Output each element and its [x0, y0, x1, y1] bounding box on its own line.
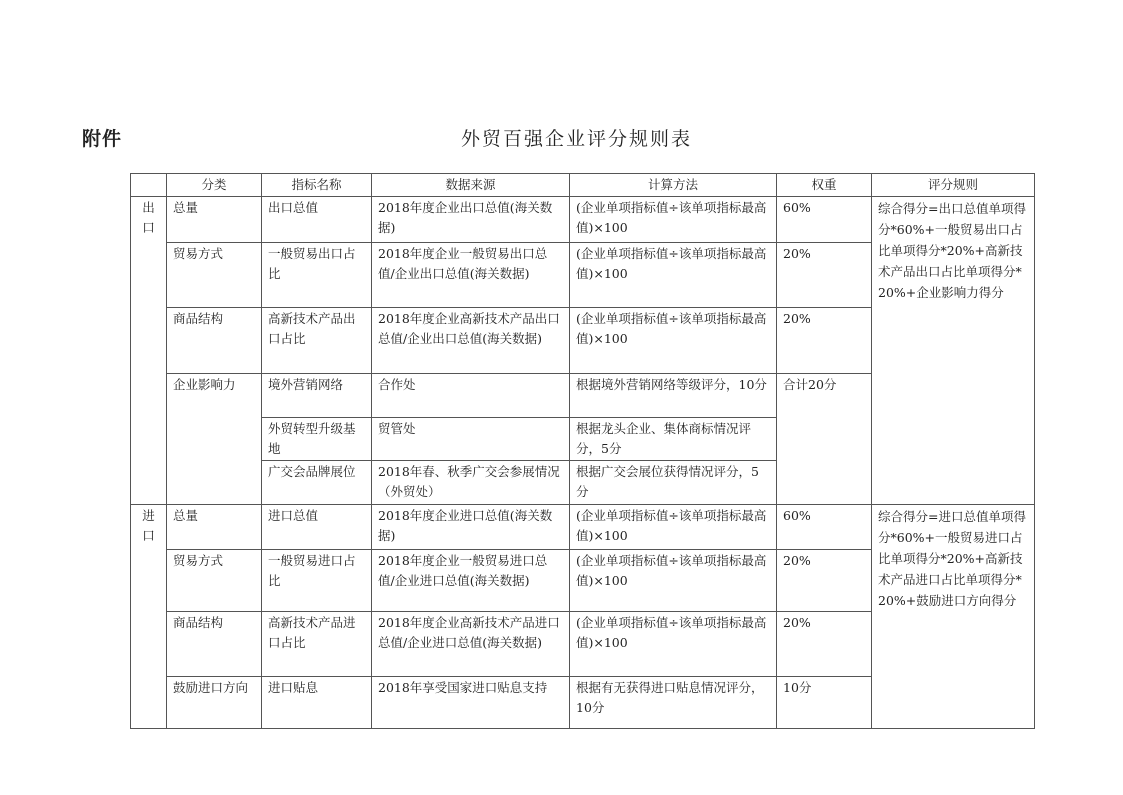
weight-cell: 20%: [777, 612, 872, 676]
method-cell: (企业单项指标值÷该单项指标最高值)×100: [570, 505, 777, 549]
category-cell: 鼓励进口方向: [167, 676, 262, 728]
weight-cell: 60%: [777, 505, 872, 549]
category-cell: 贸易方式: [167, 549, 262, 611]
method-cell: (企业单项指标值÷该单项指标最高值)×100: [570, 307, 777, 374]
indicator-cell: 进口贴息: [262, 676, 372, 728]
source-cell: 2018年春、秋季广交会参展情况（外贸处）: [372, 460, 570, 504]
indicator-cell: 一般贸易进口占比: [262, 549, 372, 611]
header-cell: 数据来源: [372, 174, 570, 197]
indicator-cell: 进口总值: [262, 505, 372, 549]
header-cell: 计算方法: [570, 174, 777, 197]
source-cell: 2018年度企业一般贸易出口总值/企业出口总值(海关数据): [372, 243, 570, 307]
table-row: [131, 505, 1035, 549]
source-cell: 2018年度企业高新技术产品出口总值/企业出口总值(海关数据): [372, 307, 570, 374]
group-cell-import: [131, 505, 167, 729]
category-cell: 企业影响力: [167, 374, 262, 505]
group-label: 出口: [142, 200, 155, 235]
source-cell: 合作处: [372, 374, 570, 417]
source-cell: 2018年度企业进口总值(海关数据): [372, 505, 570, 549]
weight-cell: 10分: [777, 676, 872, 728]
method-cell: (企业单项指标值÷该单项指标最高值)×100: [570, 612, 777, 676]
header-cell: 权重: [777, 174, 872, 197]
header-cell: 评分规则: [872, 174, 1035, 197]
indicator-cell: 广交会品牌展位: [262, 460, 372, 504]
table-header-row: [131, 174, 1035, 197]
method-cell: (企业单项指标值÷该单项指标最高值)×100: [570, 197, 777, 243]
method-cell: 根据有无获得进口贴息情况评分，10分: [570, 676, 777, 728]
indicator-cell: 外贸转型升级基地: [262, 417, 372, 460]
scoring-rules-table: [130, 173, 1035, 729]
weight-cell: 20%: [777, 243, 872, 307]
source-cell: 2018年度企业一般贸易进口总值/企业进口总值(海关数据): [372, 549, 570, 611]
indicator-cell: 出口总值: [262, 197, 372, 243]
method-cell: (企业单项指标值÷该单项指标最高值)×100: [570, 243, 777, 307]
indicator-cell: 境外营销网络: [262, 374, 372, 417]
indicator-cell: 高新技术产品进口占比: [262, 612, 372, 676]
source-cell: 2018年度企业高新技术产品进口总值/企业进口总值(海关数据): [372, 612, 570, 676]
rule-cell: 综合得分=出口总值单项得分*60%+一般贸易出口占比单项得分*20%+高新技术产品出口占比单项得分*20%+企业影响力得分: [872, 197, 1035, 505]
category-cell: 贸易方式: [167, 243, 262, 307]
source-cell: 2018年享受国家进口贴息支持: [372, 676, 570, 728]
method-cell: (企业单项指标值÷该单项指标最高值)×100: [570, 549, 777, 611]
weight-cell: 合计20分: [777, 374, 872, 505]
rule-cell: 综合得分=进口总值单项得分*60%+一般贸易进口占比单项得分*20%+高新技术产品进口占比单项得分*20%+鼓励进口方向得分: [872, 505, 1035, 729]
group-label: 进口: [142, 508, 155, 544]
indicator-cell: 一般贸易出口占比: [262, 243, 372, 307]
weight-cell: 60%: [777, 197, 872, 243]
page-title: 外贸百强企业评分规则表: [460, 128, 692, 150]
category-cell: 总量: [167, 505, 262, 549]
header-cell: 分类: [167, 174, 262, 197]
header-cell: 指标名称: [262, 174, 372, 197]
table-row: [131, 197, 1035, 243]
group-cell-export: [131, 197, 167, 505]
weight-cell: 20%: [777, 307, 872, 374]
method-cell: 根据广交会展位获得情况评分，5分: [570, 460, 777, 504]
category-cell: 商品结构: [167, 612, 262, 676]
header-cell: [131, 174, 167, 197]
indicator-cell: 高新技术产品出口占比: [262, 307, 372, 374]
weight-cell: 20%: [777, 549, 872, 611]
category-cell: 商品结构: [167, 307, 262, 374]
attachment-label: 附件: [82, 128, 123, 150]
source-cell: 2018年度企业出口总值(海关数据): [372, 197, 570, 243]
method-cell: 根据境外营销网络等级评分，10分: [570, 374, 777, 417]
method-cell: 根据龙头企业、集体商标情况评分，5分: [570, 417, 777, 460]
source-cell: 贸管处: [372, 417, 570, 460]
category-cell: 总量: [167, 197, 262, 243]
